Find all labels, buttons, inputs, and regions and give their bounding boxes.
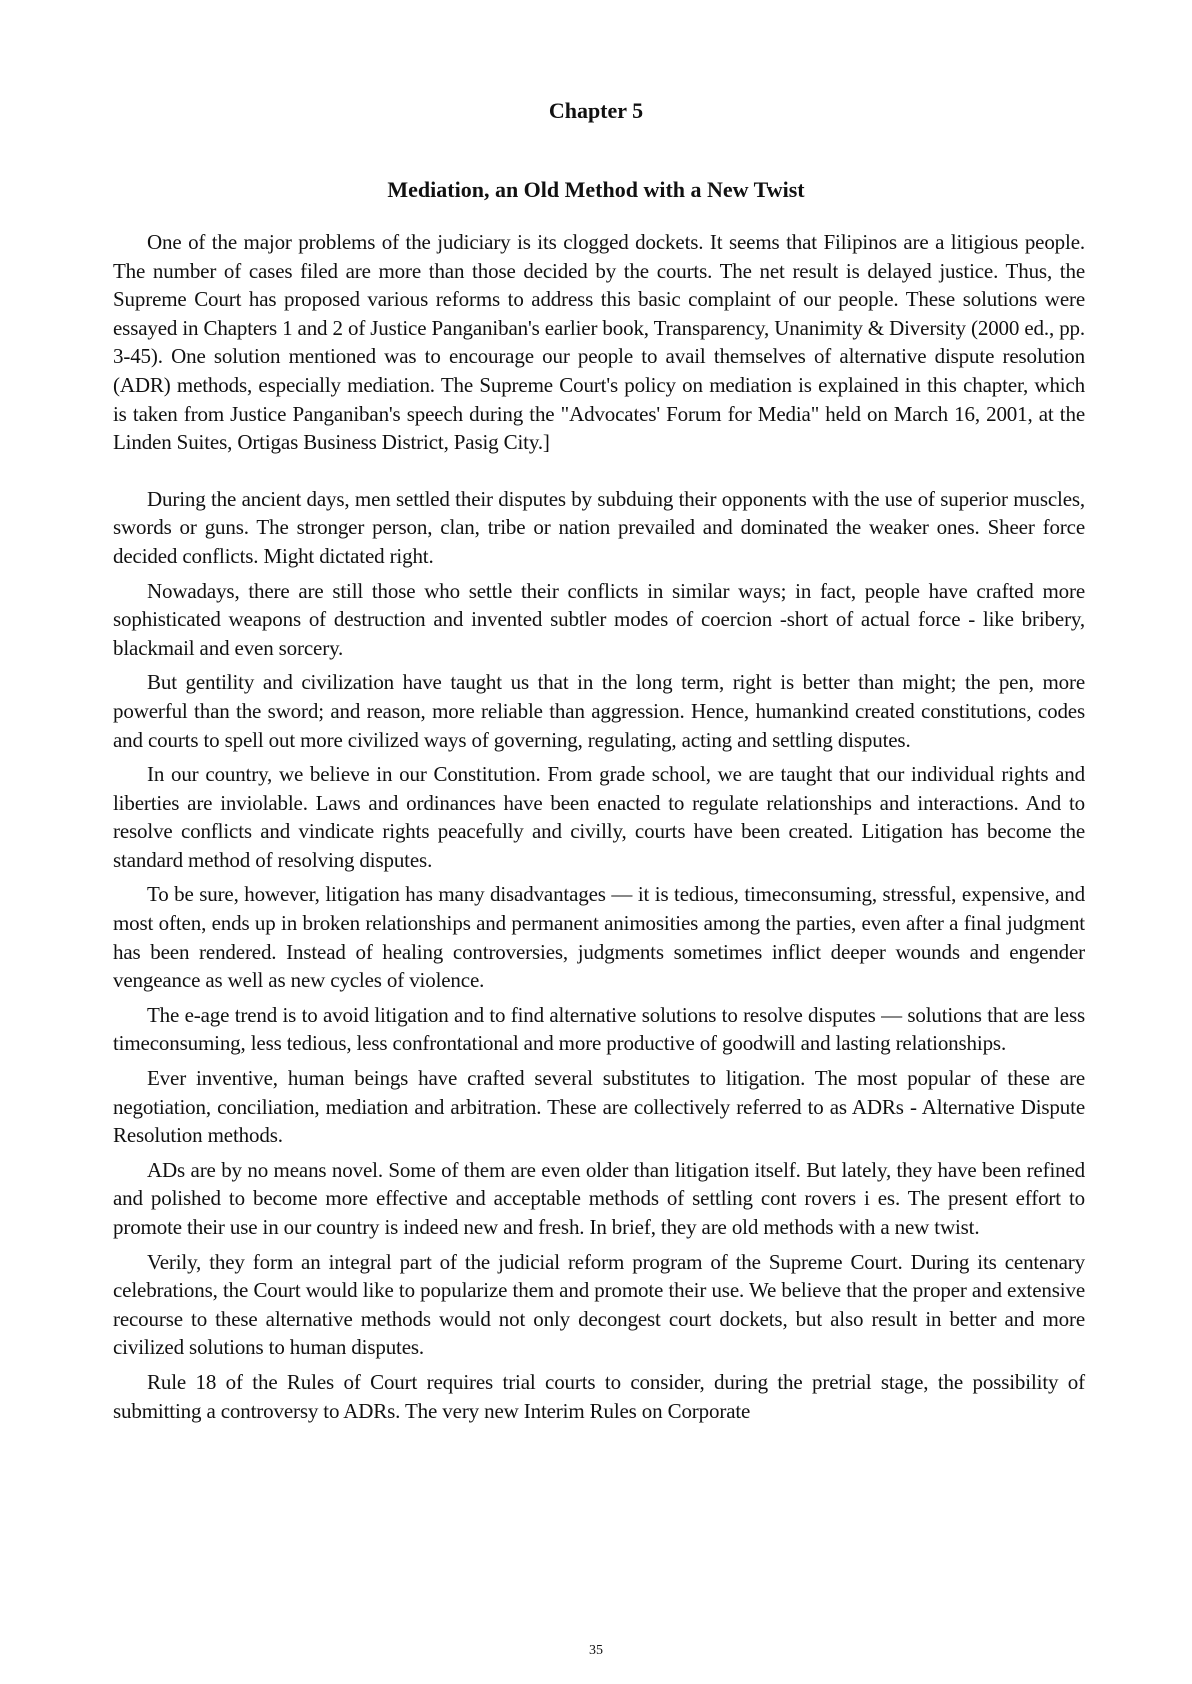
paragraph: In our country, we believe in our Constitution. From grade school, we are taught that our individual rights and liberties are inviolable. Laws and ordinances have been enacted to regulate relationships and interactions. And to resolve conflicts and vindicate rights peacefully and civilly, courts have been created. Litigation has become the standard method of resolving disputes. <box>113 762 1085 872</box>
paragraph: Nowadays, there are still those who settle their conflicts in similar ways; in fact, people have crafted more sophisticated weapons of destruction and invented subtler modes of coercion -short of actual force - like bribery, blackmail and even sorcery. <box>113 578 1085 660</box>
paragraph: To be sure, however, litigation has many disadvantages — it is tedious, timeconsuming, stressful, expensive, and most often, ends up in broken relationships and permanent animosities among the parties, even after a final judgment has been rendered. Instead of healing controversies, judgments sometimes inflict deeper wounds and engender vengeance as well as new cycles of violence. <box>113 882 1085 993</box>
paragraph: But gentility and civilization have taught us that in the long term, right is better than might; the pen, more powerful than the sword; and reason, more reliable than aggression. Hence, humankind created constitutions, codes and courts to spell out more civilized ways of governing, regulating, acting and settling disputes. <box>113 670 1085 752</box>
paragraph: During the ancient days, men settled their disputes by subduing their opponents with the use of superior muscles, swords or guns. The stronger person, clan, tribe or nation prevailed and dominated the weaker ones. Sheer force decided conflicts. Might dictated right. <box>113 486 1085 568</box>
paragraph: Rule 18 of the Rules of Court requires trial courts to consider, during the pretrial stage, the possibility of submitting a controversy to ADRs. The very new Interim Rules on Corporate <box>113 1369 1085 1423</box>
body-text <box>113 228 1085 1431</box>
chapter-heading: Chapter 5 <box>548 98 644 123</box>
paragraph: The e-age trend is to avoid litigation and to find alternative solutions to resolve disputes — solutions that are less timeconsuming, less tedious, less confrontational and more productive of goodwill and lasting relationships. <box>113 1002 1085 1056</box>
paragraph: Verily, they form an integral part of the judicial reform program of the Supreme Court. During its centenary celebrations, the Court would like to popularize them and promote their use. We believe that the proper and extensive recourse to these alternative methods would not only decongest court dockets, but also result in better and more civilized solutions to human disputes. <box>113 1249 1085 1360</box>
page-number: 35 <box>589 1643 603 1658</box>
intro-paragraph: One of the major problems of the judiciary is its clogged dockets. It seems that Filipinos are a litigious people. The number of cases filed are more than those decided by the courts. The net result is delayed justice. Thus, the Supreme Court has proposed various reforms to address this basic complaint of our people. These solutions were essayed in Chapters 1 and 2 of Justice Panganiban's earlier book, Transparency, Unanimity & Diversity (2000 ed., pp. 3-45). One solution mentioned was to encourage our people to avail themselves of alternative dispute resolution (ADR) methods, especially mediation. The Supreme Court's policy on mediation is explained in this chapter, which is taken from Justice Panganiban's speech during the "Advocates' Forum for Media" held on March 16, 2001, at the Linden Suites, Ortigas Business District, Pasig City.] <box>113 230 1085 455</box>
chapter-title: Mediation, an Old Method with a New Twist <box>387 177 805 202</box>
paragraph: Ever inventive, human beings have crafted several substitutes to litigation. The most popular of these are negotiation, conciliation, mediation and arbitration. These are collectively referred to as ADRs - Alternative Dispute Resolution methods. <box>113 1066 1085 1148</box>
paragraph: ADs are by no means novel. Some of them are even older than litigation itself. But lately, they have been refined and polished to become more effective and acceptable methods of settling cont rovers i es. The present effort to promote their use in our country is indeed new and fresh. In brief, they are old methods with a new twist. <box>113 1157 1085 1239</box>
